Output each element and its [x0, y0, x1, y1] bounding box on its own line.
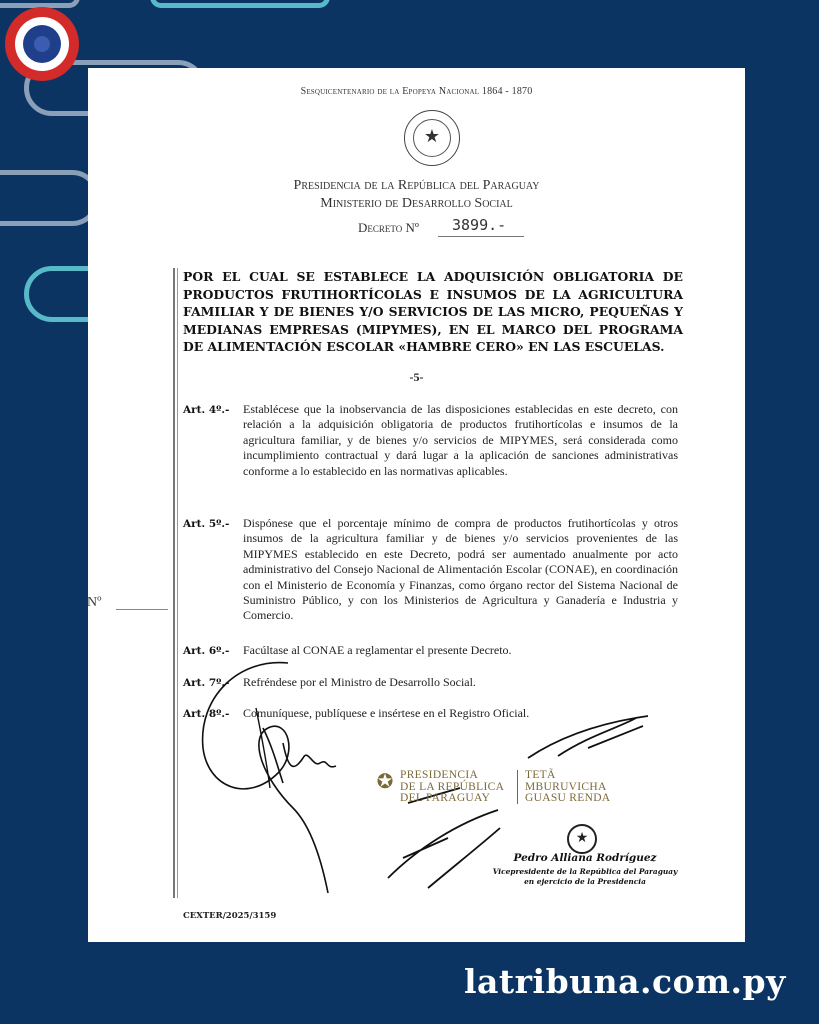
article-label: Art. 5º.- — [183, 518, 230, 530]
page-number: -5- — [409, 370, 424, 384]
decree-title: POR EL CUAL SE ESTABLECE LA ADQUISICIÓN OBLIGATORIA DE PRODUCTOS FRUTIHORTÍCOLAS E INSUMOS DE LA AGRICULTURA FAMILIAR Y DE BIENES Y/O SERVICIOS DE LAS MICRO, PEQUEÑAS Y MEDIANAS EMPRESAS (MIPYMES), EN EL MARCO DEL PROGRAMA DE ALIMENTACIÓN ESCOLAR «HAMBRE CERO» EN LAS ESCUELAS. — [183, 269, 683, 354]
decorative-bar — [0, 170, 100, 226]
logo-text: DEL PARAGUAY — [400, 792, 491, 804]
article-text: Refréndese por el Ministro de Desarrollo Social. — [243, 675, 476, 689]
institution-presidency: Presidencia de la República del Paraguay — [293, 178, 540, 193]
vicepresidency-seal-icon: ★ — [567, 824, 597, 854]
article-label: Art. 7º.- — [183, 677, 230, 689]
sesquicentenario-header: Sesquicentenario de la Epopeya Nacional 1864 - 1870 — [300, 86, 533, 97]
article-label: Art. 6º.- — [183, 645, 230, 657]
cockade-icon — [4, 6, 80, 82]
logo-text: PRESIDENCIA — [400, 769, 479, 781]
logo-text: DE LA REPÚBLICA — [400, 780, 505, 793]
signatory-title: en ejercicio de la Presidencia — [524, 877, 646, 886]
decorative-bar — [150, 0, 330, 8]
logo-text: GUASU RENDA — [525, 792, 611, 804]
decreto-label: Decreto Nº — [358, 220, 419, 235]
article-label: Art. 8º.- — [183, 708, 230, 720]
presidency-logo-right — [525, 770, 610, 805]
signatures — [88, 68, 745, 942]
decreto-number: 3899.- — [452, 216, 507, 234]
article-text: Facúltase al CONAE a reglamentar el presente Decreto. — [243, 643, 512, 657]
reference-code: CEXTER/2025/3159 — [183, 911, 277, 921]
logo-text: MBURUVICHA — [525, 780, 607, 793]
margin-number-label: Nº — [87, 595, 102, 610]
logo-text: TETÃ — [525, 769, 556, 781]
signatory-title: Vicepresidente de la República del Paraguay — [492, 867, 678, 876]
article-text: Dispónese que el porcentaje mínimo de compra de productos frutihortícolas y otros insumos de la agricultura familiar y de bienes y/o servicios provenientes de las MIPYMES establecido en este Decreto, podrá ser aumentado anualmente por acto administrativo del Consejo Nacional de Alimentación Escolar (CONAE), en coordinación con el Ministerio de Economía y Finanzas, como órgano rector del Sistema Nacional de Suministro Público, y con los Ministerios de Agricultura y Ganadería e Industria y Comercio. — [243, 516, 678, 623]
article-text: Establécese que la inobservancia de las disposiciones establecidas en este decreto, con relación a la adquisición obligatoria de productos frutihortícolas e insumos de la agricultura familiar, y de bienes y/o servicios de MIPYMES, será considerada como incumplimiento contractual y dará lugar a la aplicación de sanciones administrativas conforme a lo establecido en las normativas aplicables. — [243, 402, 678, 478]
national-seal-icon: ★ — [404, 110, 460, 166]
institution-ministry: Ministerio de Desarrollo Social — [320, 196, 513, 211]
site-url: latribuna.com.py — [464, 962, 786, 1001]
article-label: Art. 4º.- — [183, 404, 230, 416]
presidency-crest-icon: ✪ — [376, 771, 394, 793]
presidency-logo-left — [400, 770, 504, 805]
article-text: Comuníquese, publíquese e insértese en el Registro Oficial. — [243, 706, 530, 720]
logo-divider — [517, 770, 518, 804]
decree-document — [88, 68, 745, 942]
signatory-name: Pedro Alliana Rodríguez — [513, 852, 657, 864]
